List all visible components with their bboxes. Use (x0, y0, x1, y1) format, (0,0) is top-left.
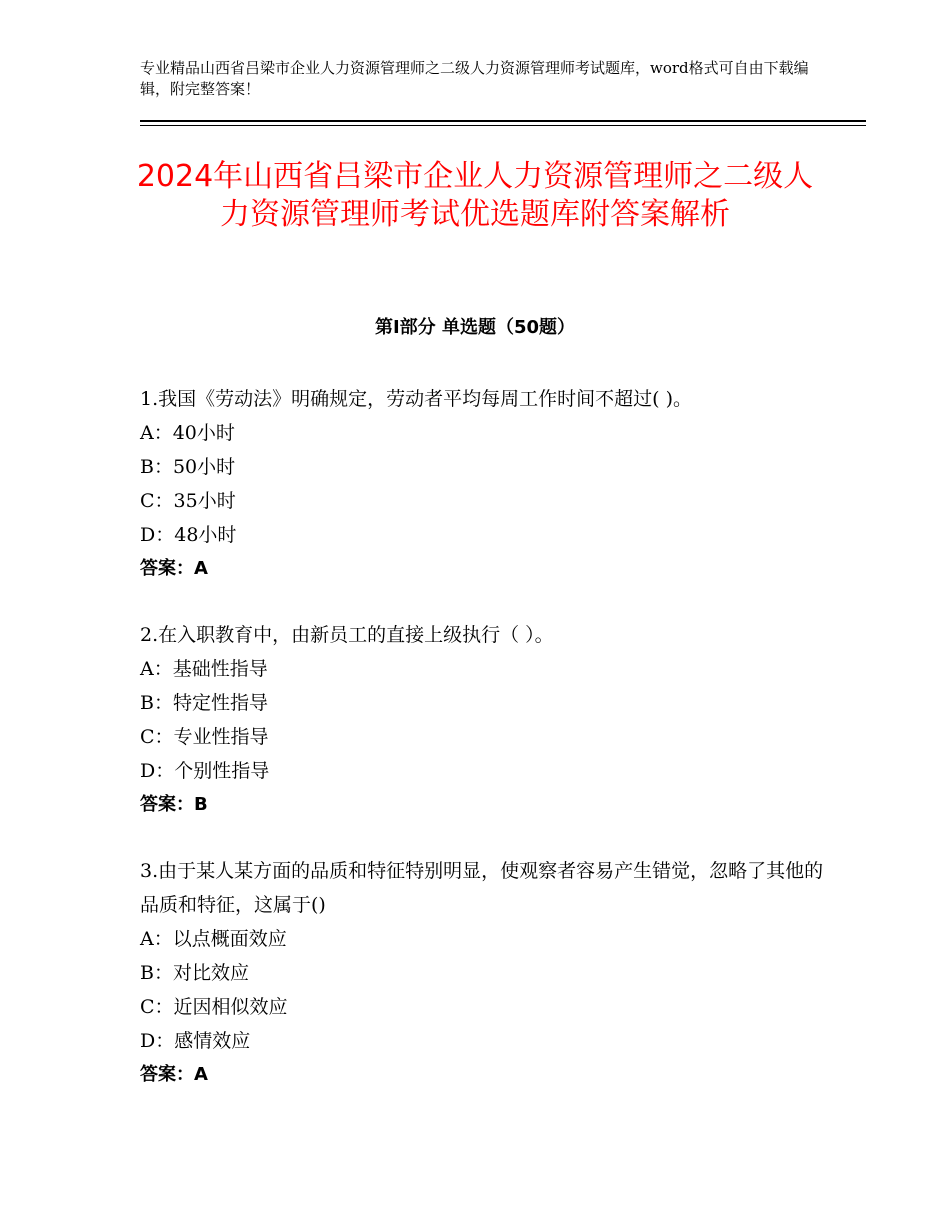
option-d: D：感情效应 (140, 1030, 251, 1052)
option-b: B：特定性指导 (140, 692, 268, 714)
option-a: A：基础性指导 (140, 658, 268, 680)
question-1 (140, 382, 840, 586)
option-b: B：对比效应 (140, 962, 249, 984)
option-c: C：近因相似效应 (140, 996, 288, 1018)
question-stem: 2.在入职教育中，由新员工的直接上级执行（ ）。 (140, 624, 554, 646)
option-c: C：专业性指导 (140, 726, 269, 748)
header-rule-thin (140, 125, 866, 126)
answer: 答案：B (140, 794, 208, 815)
option-c: C：35小时 (140, 490, 236, 512)
question-stem: 3.由于某人某方面的品质和特征特别明显，使观察者容易产生错觉，忽略了其他的品质和特征，这属于() (140, 860, 824, 916)
document-title: 2024年山西省吕梁市企业人力资源管理师之二级人力资源管理师考试优选题库附答案解析 (136, 159, 814, 232)
option-b: B：50小时 (140, 456, 236, 478)
answer: 答案：A (140, 558, 208, 579)
question-3 (140, 854, 840, 1092)
option-d: D：个别性指导 (140, 760, 270, 782)
option-a: A：以点概面效应 (140, 928, 287, 950)
header-note: 专业精品山西省吕梁市企业人力资源管理师之二级人力资源管理师考试题库，word格式可自由下载编辑，附完整答案！ (140, 59, 809, 98)
option-d: D：48小时 (140, 524, 237, 546)
question-2 (140, 618, 840, 822)
section-title: 第Ⅰ部分 单选题（50题） (374, 317, 575, 338)
option-a: A：40小时 (140, 422, 235, 444)
header-rule-thick (140, 120, 866, 122)
question-stem: 1.我国《劳动法》明确规定，劳动者平均每周工作时间不超过( )。 (140, 388, 692, 410)
answer: 答案：A (140, 1064, 208, 1085)
question-list (140, 382, 840, 1124)
